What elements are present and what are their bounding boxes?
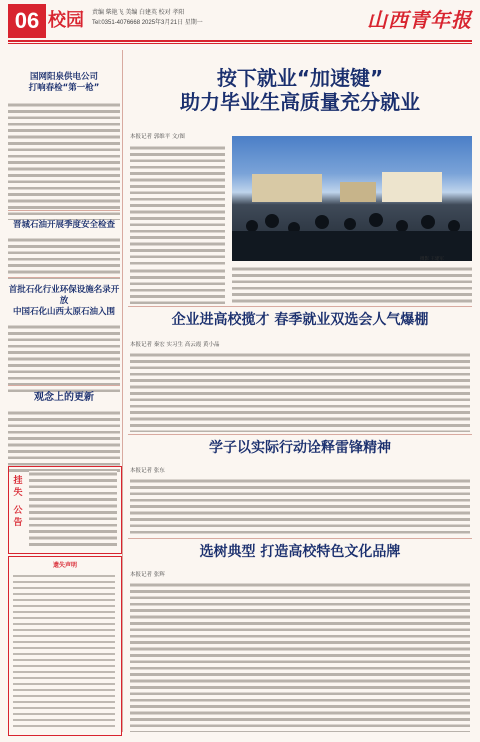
notice-label-line1: 挂失 [13, 476, 23, 498]
header-meta [92, 8, 362, 28]
notice-body [29, 471, 117, 547]
left-opinion [8, 392, 120, 474]
byline-1: 本报记者 郭维平 文/图 [130, 134, 185, 140]
main-headline [128, 66, 472, 114]
story3-body [8, 324, 120, 392]
headline-2: 企业进高校揽才 春季就业双选会人气爆棚 [171, 312, 429, 328]
divider-h4 [128, 538, 472, 539]
story-3-body [130, 478, 470, 534]
byline-4: 本报记者 张辉 [130, 572, 165, 578]
byline-3: 本报记者 张东 [130, 468, 165, 474]
story2-title: 晋城石油开展季度安全检查 [12, 220, 115, 230]
left-story-3 [8, 285, 120, 392]
page-number: 06 [8, 4, 46, 38]
story2-body [8, 237, 120, 279]
newspaper-logo: 山西青年报 [367, 8, 472, 32]
opinion-title: 观念上的更新 [34, 392, 94, 403]
story-main-body-3 [130, 268, 225, 304]
story-4-body [130, 582, 470, 732]
crowd-photo-illustration [232, 136, 472, 261]
story-main-body [130, 145, 225, 265]
story-2-body [130, 352, 470, 432]
left-story-1 [8, 72, 120, 220]
left-divider-3 [8, 385, 120, 386]
main-headline-line2: 助力毕业生高质量充分就业 [180, 90, 420, 114]
section-title: 校园 [48, 10, 84, 31]
header-rule-thin [8, 43, 472, 44]
story-main-body-2 [232, 266, 472, 304]
story3-title-line1: 首批石化行业环保设施名录开放 [8, 285, 120, 306]
header-rule [8, 40, 472, 42]
opinion-body [8, 410, 120, 474]
story1-body [8, 102, 120, 220]
divider-h2 [128, 306, 472, 307]
divider-h3 [128, 434, 472, 435]
story1-title-line1: 国网阳泉供电公司 [29, 72, 98, 82]
story3-title-line2: 中国石化山西太原石油入围 [12, 307, 115, 317]
left-story-2 [8, 220, 120, 279]
left-divider-2 [8, 277, 120, 278]
loss-statement-list [13, 573, 115, 729]
notice-label [11, 475, 25, 545]
headline-3: 学子以实际行动诠释雷锋精神 [209, 440, 391, 456]
byline-2: 本报记者 秦宏 实习生 高云霞 黄小晶 [130, 342, 220, 348]
loss-statement-box [8, 556, 122, 736]
campus-photo [232, 136, 472, 261]
header-meta-line1: 责编 柴艳飞 美编 白建英 校对 孝阳 [92, 10, 185, 16]
photo-caption: 摄影 王建军 [420, 257, 444, 262]
headline-4: 选树典型 打造高校特色文化品牌 [199, 544, 401, 560]
left-divider-1 [8, 210, 120, 211]
column-separator [122, 50, 123, 732]
notice-label-line2: 公告 [13, 506, 23, 528]
main-headline-line1: 按下就业“加速键” [216, 66, 384, 90]
lost-notice-box [8, 466, 122, 554]
loss-statement-title: 遗失声明 [52, 562, 77, 569]
story1-title-line2: 打响春检“第一枪” [28, 83, 100, 93]
header-meta-line2: Tel:0351-4076668 2025年3月21日 星期一 [92, 20, 203, 26]
